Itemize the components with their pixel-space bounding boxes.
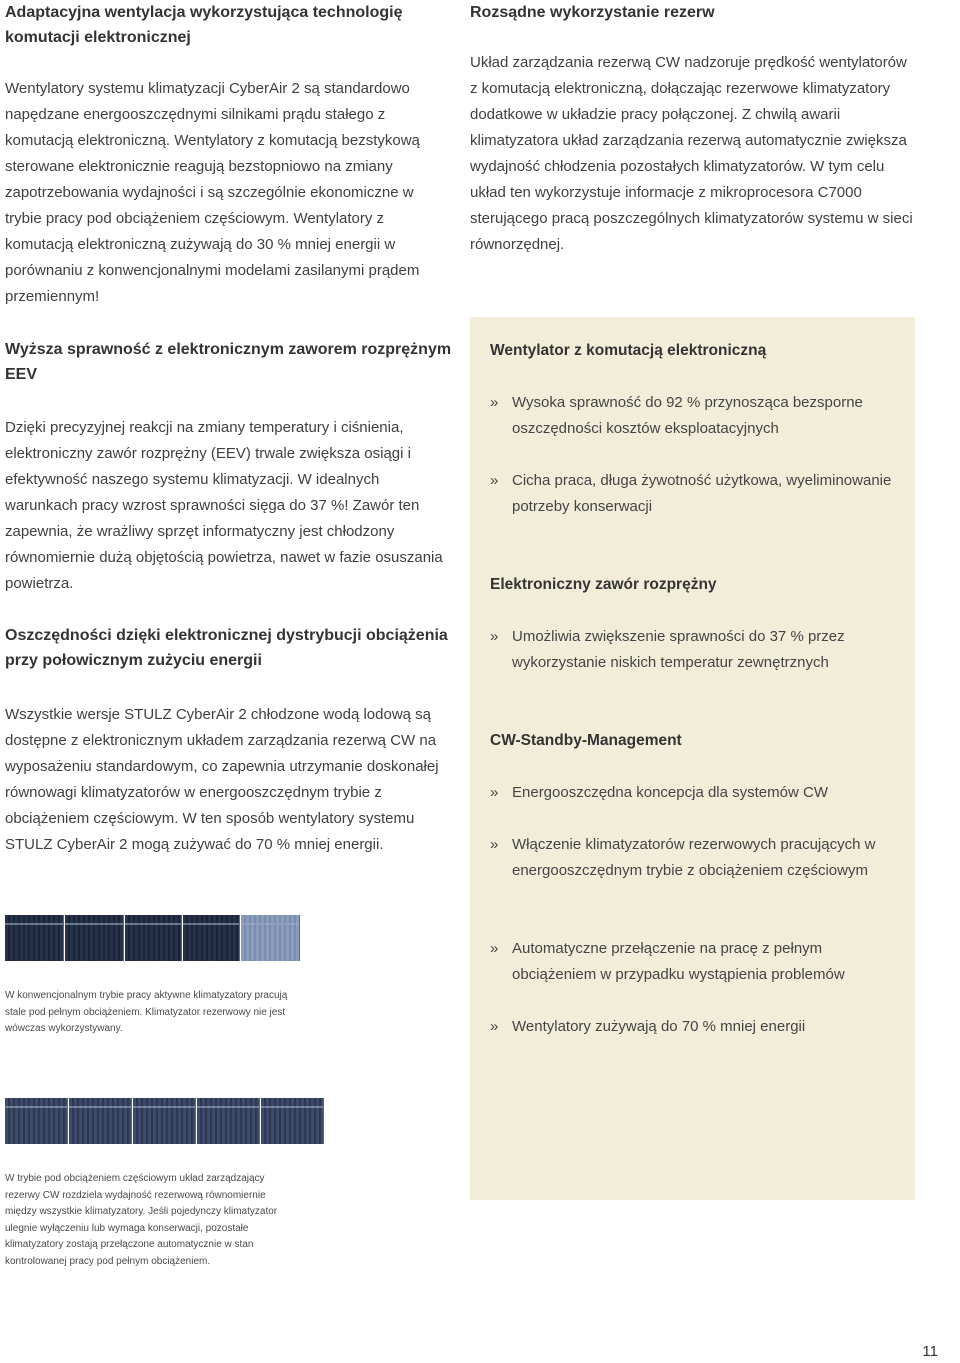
box-list-item: » Wentylatory zużywają do 70 % mniej energii (490, 1014, 900, 1040)
section-title-eev: Wyższa sprawność z elektronicznym zaworem rozprężnym EEV (5, 341, 452, 383)
shared-unit-image (197, 1098, 260, 1144)
active-unit-image (183, 915, 240, 961)
box-heading-ec-fan: Wentylator z komutacją elektroniczną (490, 342, 767, 359)
page-number: 11 (922, 1343, 938, 1360)
box-list-item: » Automatyczne przełączenie na pracę z pełnym obciążeniem w przypadku wystąpienia problemów (490, 936, 900, 988)
section-title-reserve-usage: Rozsądne wykorzystanie rezerw (470, 4, 715, 21)
bullet-icon: » (490, 836, 499, 853)
box-list-item: » Wysoka sprawność do 92 % przynosząca bezsporne oszczędności kosztów eksploatacyjnych (490, 390, 900, 442)
bullet-icon: » (490, 394, 499, 411)
standby-unit-image (241, 915, 300, 961)
box-list-item: » Włączenie klimatyzatorów rezerwowych pracujących w energooszczędnym trybie z obciążeniem częściowym (490, 832, 900, 884)
box-list-item: » Cicha praca, długa żywotność użytkowa, wyeliminowanie potrzeby konserwacji (490, 468, 900, 520)
shared-unit-image (69, 1098, 132, 1144)
shared-unit-image (261, 1098, 324, 1144)
box-heading-eev: Elektroniczny zawór rozprężny (490, 576, 717, 593)
section-text-load-distribution: Wszystkie wersje STULZ CyberAir 2 chłodzone wodą lodową są dostępne z elektronicznym układem zarządzania rezerwą CW na wyposażeniu standardowym, co zapewnia utrzymanie doskonałej równowagi klimatyzatorów w energooszczędnym trybie z obciążeniem częściowym. W ten sposób wentylatory systemu STULZ CyberAir 2 mogą zużywać do 70 % mniej energii. (5, 706, 439, 853)
figure-partial-load-mode (5, 1098, 323, 1144)
bullet-icon: » (490, 784, 499, 801)
active-unit-image (125, 915, 182, 961)
shared-unit-image (133, 1098, 196, 1144)
section-title-adaptive-ventilation: Adaptacyjna wentylacja wykorzystująca technologię komutacji elektronicznej (5, 4, 403, 46)
bullet-icon: » (490, 628, 499, 645)
section-title-load-distribution: Oszczędności dzięki elektronicznej dystrybucji obciążenia przy połowicznym zużyciu energii (5, 627, 448, 669)
section-text-eev: Dzięki precyzyjnej reakcji na zmiany temperatury i ciśnienia, elektroniczny zawór rozprężny (EEV) trwale zwiększa osiągi i efektywność naszego systemu klimatyzacji. W idealnych warunkach pracy wzrost sprawności sięga do 37 %! Zawór ten zapewnia, że wrażliwy sprzęt informatyczny jest chłodzony równomiernie dużą objętością powietrza, nawet w fazie osuszania powietrza. (5, 419, 443, 592)
active-unit-image (5, 915, 64, 961)
shared-unit-image (5, 1098, 68, 1144)
bullet-icon: » (490, 472, 499, 489)
figure-caption-partial-load-mode: W trybie pod obciążeniem częściowym układ zarządzający rezerwy CW rozdziela wydajność rezerwową równomiernie między wszystkie klimatyzatory. Jeśli pojedynczy klimatyzator ulegnie wyłączeniu lub wymaga konserwacji, pozostałe klimatyzatory zostają przełączone automatycznie w stan kontrolowanej pracy pod pełnym obciążeniem. (5, 1173, 278, 1267)
box-heading-cw-standby: CW-Standby-Management (490, 732, 682, 749)
figure-caption-conventional-mode: W konwencjonalnym trybie pracy aktywne klimatyzatory pracują stale pod pełnym obciążeniem. Klimatyzator rezerwowy nie jest wówczas wykorzystywany. (5, 990, 288, 1034)
bullet-icon: » (490, 940, 499, 957)
figure-conventional-mode (5, 915, 295, 961)
box-list-item: » Energooszczędna koncepcja dla systemów CW (490, 780, 900, 806)
active-unit-image (65, 915, 124, 961)
section-text-adaptive-ventilation: Wentylatory systemu klimatyzacji CyberAir 2 są standardowo napędzane energooszczędnymi silnikami prądu stałego z komutacją elektroniczną. Wentylatory z komutacją bezstykową sterowane elektronicznie reagują bezstopniowo na zmiany zapotrzebowania wydajności i są szczególnie ekonomiczne w trybie pracy pod obciążeniem częściowym. Wentylatory z komutacją elektroniczną zużywają do 30 % mniej energii w porównaniu z konwencjonalnymi modelami zasilanymi prądem przemiennym! (5, 80, 420, 305)
box-list-item: » Umożliwia zwiększenie sprawności do 37 % przez wykorzystanie niskich temperatur zewnętrznych (490, 624, 900, 676)
bullet-icon: » (490, 1018, 499, 1035)
feature-box (470, 317, 915, 1200)
section-text-reserve-usage: Układ zarządzania rezerwą CW nadzoruje prędkość wentylatorów z komutacją elektroniczną, dołączając rezerwowe klimatyzatory dodatkowe w układzie pracy połączonej. Z chwilą awarii klimatyzatora układ zarządzania rezerwą automatycznie zwiększa wydajność chłodzenia pozostałych klimatyzatorów. W tym celu układ ten wykorzystuje informacje z mikroprocesora C7000 sterującego pracą poszczególnych klimatyzatorów systemu w sieci równorzędnej. (470, 54, 913, 253)
